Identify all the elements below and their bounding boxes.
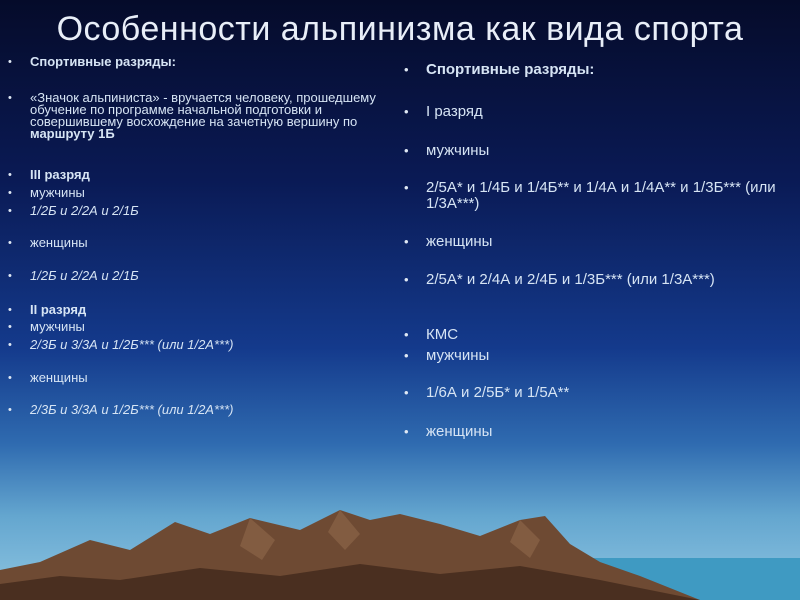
route-requirement: 1/2Б и 2/2А и 2/1Б — [30, 268, 139, 283]
gender-label: мужчины — [30, 319, 85, 334]
gender-label: мужчины — [426, 347, 490, 364]
bullet-icon: • — [404, 348, 409, 363]
bullet-icon: • — [8, 237, 12, 249]
bullet-icon: • — [404, 104, 409, 119]
list-item — [8, 205, 139, 217]
list-item — [404, 104, 483, 120]
bullet-icon: • — [8, 404, 12, 416]
route-requirement: 1/2Б и 2/2А и 2/1Б — [30, 203, 139, 218]
gender-label: женщины — [426, 233, 493, 250]
section-heading: Спортивные разряды: — [30, 54, 176, 69]
list-item — [8, 339, 234, 351]
bullet-icon: • — [8, 372, 12, 384]
list-item — [8, 404, 234, 416]
list-item — [404, 62, 594, 78]
mountain-landscape — [0, 510, 800, 600]
bullet-icon: • — [404, 385, 409, 400]
bullet-icon: • — [8, 56, 12, 68]
bullet-icon: • — [404, 62, 409, 77]
list-item — [8, 169, 90, 181]
slide-title: Особенности альпинизма как вида спорта — [56, 10, 744, 48]
bullet-icon: • — [404, 180, 409, 195]
list-item — [8, 92, 388, 140]
list-item — [8, 56, 176, 68]
list-item — [404, 272, 715, 288]
bullet-icon: • — [8, 339, 12, 351]
list-item — [404, 424, 492, 440]
bullet-icon: • — [8, 270, 12, 282]
route-requirement: 2/3Б и 3/3А и 1/2Б*** (или 1/2А***) — [30, 337, 234, 352]
bullet-icon: • — [404, 327, 409, 342]
gender-label: женщины — [426, 423, 493, 440]
bullet-icon: • — [404, 272, 409, 287]
gender-label: женщины — [30, 370, 88, 385]
rank-heading: II разряд — [30, 302, 87, 317]
list-item — [8, 304, 86, 316]
rank-heading: КМС — [426, 326, 459, 343]
list-item — [8, 321, 85, 333]
bullet-icon: • — [404, 143, 409, 158]
route-requirement: 2/3Б и 3/3А и 1/2Б*** (или 1/2А***) — [30, 402, 234, 417]
route-requirement: 2/5А* и 1/4Б и 1/4Б** и 1/4А и 1/4А** и 1/3Б*** (или 1/3А***) — [426, 179, 776, 212]
list-item — [404, 348, 489, 364]
rank-heading: I разряд — [426, 103, 483, 120]
list-item — [404, 143, 489, 159]
gender-label: мужчины — [30, 185, 85, 200]
route-emphasis: маршруту 1Б — [30, 126, 115, 141]
list-item — [8, 372, 88, 384]
list-item — [404, 234, 492, 250]
list-item — [404, 385, 569, 401]
bullet-icon: • — [8, 187, 12, 199]
gender-label: мужчины — [426, 142, 490, 159]
rank-heading: III разряд — [30, 167, 90, 182]
gender-label: женщины — [30, 235, 88, 250]
route-requirement: 1/6А и 2/5Б* и 1/5А** — [426, 384, 570, 401]
bullet-icon: • — [8, 321, 12, 333]
bullet-icon: • — [8, 304, 12, 316]
bullet-icon: • — [404, 234, 409, 249]
list-item — [8, 237, 88, 249]
bullet-icon: • — [404, 424, 409, 439]
badge-description: «Значок альпиниста» - вручается человеку, прошедшему обучение по программе начальной подготовки и совершившему восхождение на зачетную вершину по маршруту 1Б — [30, 90, 376, 141]
list-item — [8, 187, 85, 199]
bullet-icon: • — [8, 169, 12, 181]
list-item — [404, 327, 458, 343]
section-heading: Спортивные разряды: — [426, 61, 595, 78]
bullet-icon: • — [8, 205, 12, 217]
bullet-icon: • — [8, 92, 12, 104]
list-item — [8, 270, 139, 282]
list-item — [404, 180, 794, 212]
route-requirement: 2/5А* и 2/4А и 2/4Б и 1/3Б*** (или 1/3А***) — [426, 271, 715, 288]
